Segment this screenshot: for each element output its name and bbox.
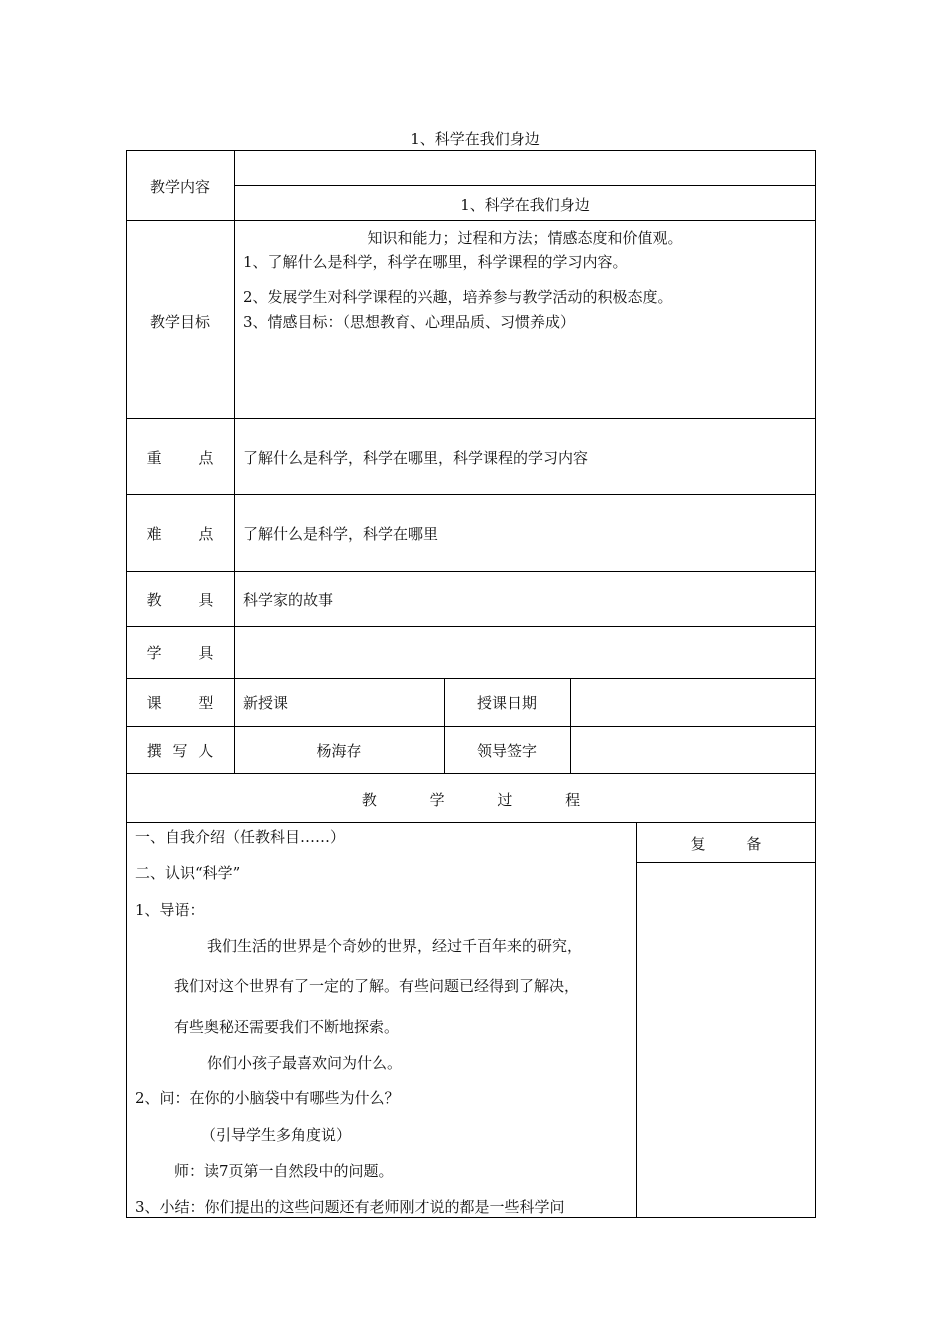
column-divider xyxy=(570,678,571,773)
teaching-aids-label: 教 具 xyxy=(146,591,214,609)
row-divider xyxy=(126,726,816,727)
difficulty-label: 难 点 xyxy=(146,525,214,543)
process-line: 我们生活的世界是个奇妙的世界，经过千百年来的研究， xyxy=(207,937,583,955)
lesson-type-label: 课 型 xyxy=(146,694,214,712)
teaching-aids-value: 科学家的故事 xyxy=(243,591,334,609)
row-divider xyxy=(126,571,816,572)
process-line: 二、认识“科学” xyxy=(135,864,241,882)
objective-item: 2、发展学生对科学课程的兴趣，培养参与教学活动的积极态度。 xyxy=(243,288,673,306)
row-divider xyxy=(126,626,816,627)
column-divider xyxy=(636,822,637,1218)
key-point-value: 了解什么是科学，科学在哪里，科学课程的学习内容 xyxy=(243,449,589,467)
content-value: 1、科学在我们身边 xyxy=(460,196,590,214)
author-value: 杨海存 xyxy=(316,742,362,760)
sign-label: 领导签字 xyxy=(476,742,537,760)
author-label: 撰 写 人 xyxy=(146,742,214,760)
objectives-label: 教学目标 xyxy=(149,313,210,331)
process-line: 师：读7页第一自然段中的问题。 xyxy=(174,1162,394,1180)
row-divider xyxy=(126,773,816,774)
row-divider xyxy=(234,185,816,186)
document-title: 1、科学在我们身边 xyxy=(410,130,540,148)
process-line: 你们小孩子最喜欢问为什么。 xyxy=(207,1054,403,1072)
date-label: 授课日期 xyxy=(476,694,537,712)
process-line: 3、小结：你们提出的这些问题还有老师刚才说的都是一些科学问 xyxy=(135,1198,565,1216)
process-line: 有些奥秘还需要我们不断地探索。 xyxy=(174,1018,400,1036)
key-point-label: 重 点 xyxy=(146,449,214,467)
row-divider xyxy=(126,822,816,823)
process-heading: 教 学 过 程 xyxy=(361,791,581,809)
objective-item: 3、情感目标：（思想教育、心理品质、习惯养成） xyxy=(243,313,576,331)
process-line: （引导学生多角度说） xyxy=(201,1126,352,1144)
objective-item: 1、了解什么是科学，科学在哪里，科学课程的学习内容。 xyxy=(243,253,628,271)
row-divider xyxy=(126,220,816,221)
difficulty-value: 了解什么是科学，科学在哪里 xyxy=(243,525,439,543)
row-divider xyxy=(126,678,816,679)
row-divider xyxy=(126,418,816,419)
row-divider xyxy=(126,494,816,495)
lesson-type-value: 新授课 xyxy=(243,694,289,712)
review-label: 复 备 xyxy=(690,835,762,853)
process-line: 我们对这个世界有了一定的了解。有些问题已经得到了解决， xyxy=(174,977,580,995)
row-divider xyxy=(636,862,816,863)
learning-aids-label: 学 具 xyxy=(146,644,214,662)
process-line: 一、自我介绍（任教科目……） xyxy=(135,828,346,846)
process-line: 2、问：在你的小脑袋中有哪些为什么？ xyxy=(135,1089,400,1107)
content-label: 教学内容 xyxy=(149,178,210,196)
objectives-header: 知识和能力；过程和方法；情感态度和价值观。 xyxy=(367,229,683,247)
process-line: 1、导语： xyxy=(135,901,205,919)
